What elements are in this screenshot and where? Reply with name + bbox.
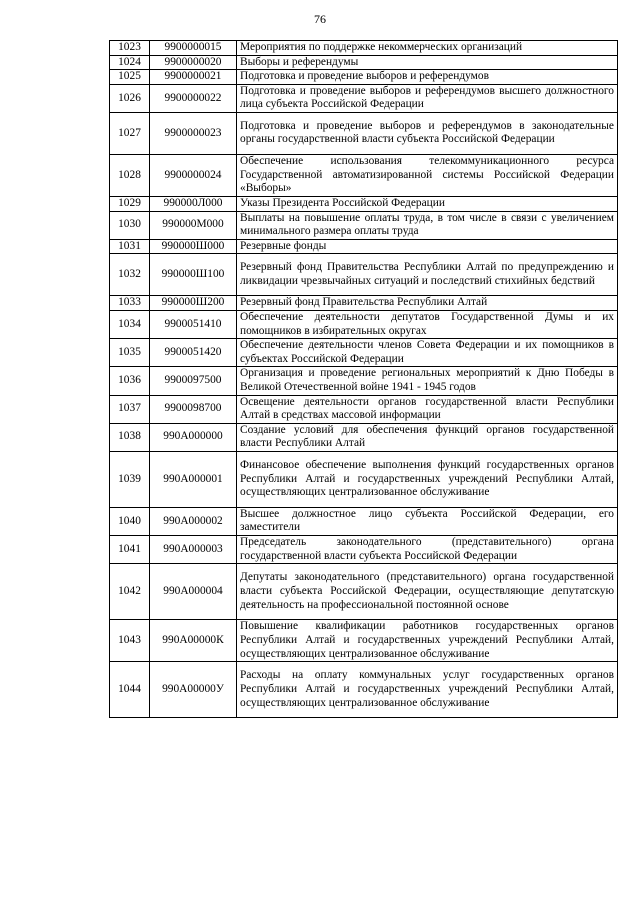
target-article-code: 990А000002 xyxy=(150,507,237,535)
row-number: 1037 xyxy=(110,395,150,423)
article-description: Обеспечение деятельности членов Совета Федерации и их помощников в субъектах Российской Федерации xyxy=(237,339,618,367)
article-description: Подготовка и проведение выборов и референдумов xyxy=(237,70,618,85)
table-row xyxy=(110,564,618,620)
row-number: 1033 xyxy=(110,296,150,311)
row-number: 1035 xyxy=(110,339,150,367)
row-number: 1023 xyxy=(110,41,150,56)
target-article-code: 9900000023 xyxy=(150,112,237,154)
row-number: 1024 xyxy=(110,55,150,70)
article-description: Организация и проведение региональных мероприятий к Дню Победы в Великой Отечественной войне 1941 - 1945 годов xyxy=(237,367,618,395)
table-row xyxy=(110,41,618,56)
row-number: 1028 xyxy=(110,154,150,196)
row-number: 1027 xyxy=(110,112,150,154)
article-description: Освещение деятельности органов государственной власти Республики Алтай в средствах массовой информации xyxy=(237,395,618,423)
target-article-code: 990000Ш200 xyxy=(150,296,237,311)
table-row xyxy=(110,310,618,338)
table-row xyxy=(110,536,618,564)
target-article-code: 990000Ш100 xyxy=(150,254,237,296)
target-article-code: 990А000000 xyxy=(150,423,237,451)
row-number: 1030 xyxy=(110,211,150,239)
article-description: Депутаты законодательного (представительного) органа государственной власти субъекта Российской Федерации, осуществляющие депутатскую деятельность на профессиональной постоянной основе xyxy=(237,564,618,620)
target-article-code: 990000Л000 xyxy=(150,196,237,211)
article-description: Финансовое обеспечение выполнения функций государственных органов Республики Алтай и государственных учреждений Республики Алтай, осуществляющих централизованное обслуживание xyxy=(237,451,618,507)
table-row xyxy=(110,662,618,718)
table-row xyxy=(110,254,618,296)
row-number: 1043 xyxy=(110,620,150,662)
row-number: 1044 xyxy=(110,662,150,718)
target-article-code: 9900098700 xyxy=(150,395,237,423)
article-description: Резервный фонд Правительства Республики Алтай xyxy=(237,296,618,311)
table-row xyxy=(110,507,618,535)
article-description: Указы Президента Российской Федерации xyxy=(237,196,618,211)
page-number: 76 xyxy=(314,12,326,26)
table-row xyxy=(110,395,618,423)
target-article-code: 990000Ш000 xyxy=(150,239,237,254)
table-row xyxy=(110,84,618,112)
target-article-code: 9900000024 xyxy=(150,154,237,196)
row-number: 1039 xyxy=(110,451,150,507)
row-number: 1026 xyxy=(110,84,150,112)
table-row xyxy=(110,154,618,196)
row-number: 1040 xyxy=(110,507,150,535)
target-article-code: 9900097500 xyxy=(150,367,237,395)
row-number: 1032 xyxy=(110,254,150,296)
row-number: 1041 xyxy=(110,536,150,564)
target-article-code: 990000М000 xyxy=(150,211,237,239)
table-row xyxy=(110,367,618,395)
article-description: Резервные фонды xyxy=(237,239,618,254)
article-description: Расходы на оплату коммунальных услуг государственных органов Республики Алтай и государственных учреждений Республики Алтай, осуществляющих централизованное обслуживание xyxy=(237,662,618,718)
target-article-code: 990А00000У xyxy=(150,662,237,718)
article-description: Повышение квалификации работников государственных органов Республики Алтай и государственных учреждений Республики Алтай, осуществляющих централизованное обслуживание xyxy=(237,620,618,662)
target-article-code: 990А000003 xyxy=(150,536,237,564)
target-article-code: 990А000004 xyxy=(150,564,237,620)
row-number: 1042 xyxy=(110,564,150,620)
table-row xyxy=(110,112,618,154)
row-number: 1034 xyxy=(110,310,150,338)
table-row xyxy=(110,451,618,507)
article-description: Резервный фонд Правительства Республики Алтай по предупреждению и ликвидации чрезвычайных ситуаций и последствий стихийных бедствий xyxy=(237,254,618,296)
target-article-code: 9900000015 xyxy=(150,41,237,56)
target-article-code: 9900051420 xyxy=(150,339,237,367)
target-article-code: 9900000020 xyxy=(150,55,237,70)
target-article-code: 990А00000К xyxy=(150,620,237,662)
article-description: Высшее должностное лицо субъекта Российской Федерации, его заместители xyxy=(237,507,618,535)
target-article-code: 9900051410 xyxy=(150,310,237,338)
article-description: Обеспечение деятельности депутатов Государственной Думы и их помощников в избирательных округах xyxy=(237,310,618,338)
article-description: Мероприятия по поддержке некоммерческих организаций xyxy=(237,41,618,56)
table-body xyxy=(110,41,618,718)
budget-table-container xyxy=(109,40,618,718)
row-number: 1038 xyxy=(110,423,150,451)
table-row xyxy=(110,55,618,70)
row-number: 1029 xyxy=(110,196,150,211)
target-article-code: 990А000001 xyxy=(150,451,237,507)
article-description: Подготовка и проведение выборов и референдумов высшего должностного лица субъекта Российской Федерации xyxy=(237,84,618,112)
table-row xyxy=(110,620,618,662)
budget-classification-table xyxy=(109,40,618,718)
table-row xyxy=(110,196,618,211)
article-description: Выборы и референдумы xyxy=(237,55,618,70)
article-description: Обеспечение использования телекоммуникационного ресурса Государственной автоматизированной системы Российской Федерации «Выборы» xyxy=(237,154,618,196)
table-row xyxy=(110,70,618,85)
row-number: 1036 xyxy=(110,367,150,395)
article-description: Подготовка и проведение выборов и референдумов в законодательные органы государственной власти субъекта Российской Федерации xyxy=(237,112,618,154)
article-description: Создание условий для обеспечения функций органов государственной власти Республики Алтай xyxy=(237,423,618,451)
table-row xyxy=(110,339,618,367)
article-description: Председатель законодательного (представительного) органа государственной власти субъекта Российской Федерации xyxy=(237,536,618,564)
table-row xyxy=(110,211,618,239)
target-article-code: 9900000021 xyxy=(150,70,237,85)
row-number: 1025 xyxy=(110,70,150,85)
target-article-code: 9900000022 xyxy=(150,84,237,112)
article-description: Выплаты на повышение оплаты труда, в том числе в связи с увеличением минимального размера оплаты труда xyxy=(237,211,618,239)
table-row xyxy=(110,296,618,311)
row-number: 1031 xyxy=(110,239,150,254)
table-row xyxy=(110,239,618,254)
table-row xyxy=(110,423,618,451)
